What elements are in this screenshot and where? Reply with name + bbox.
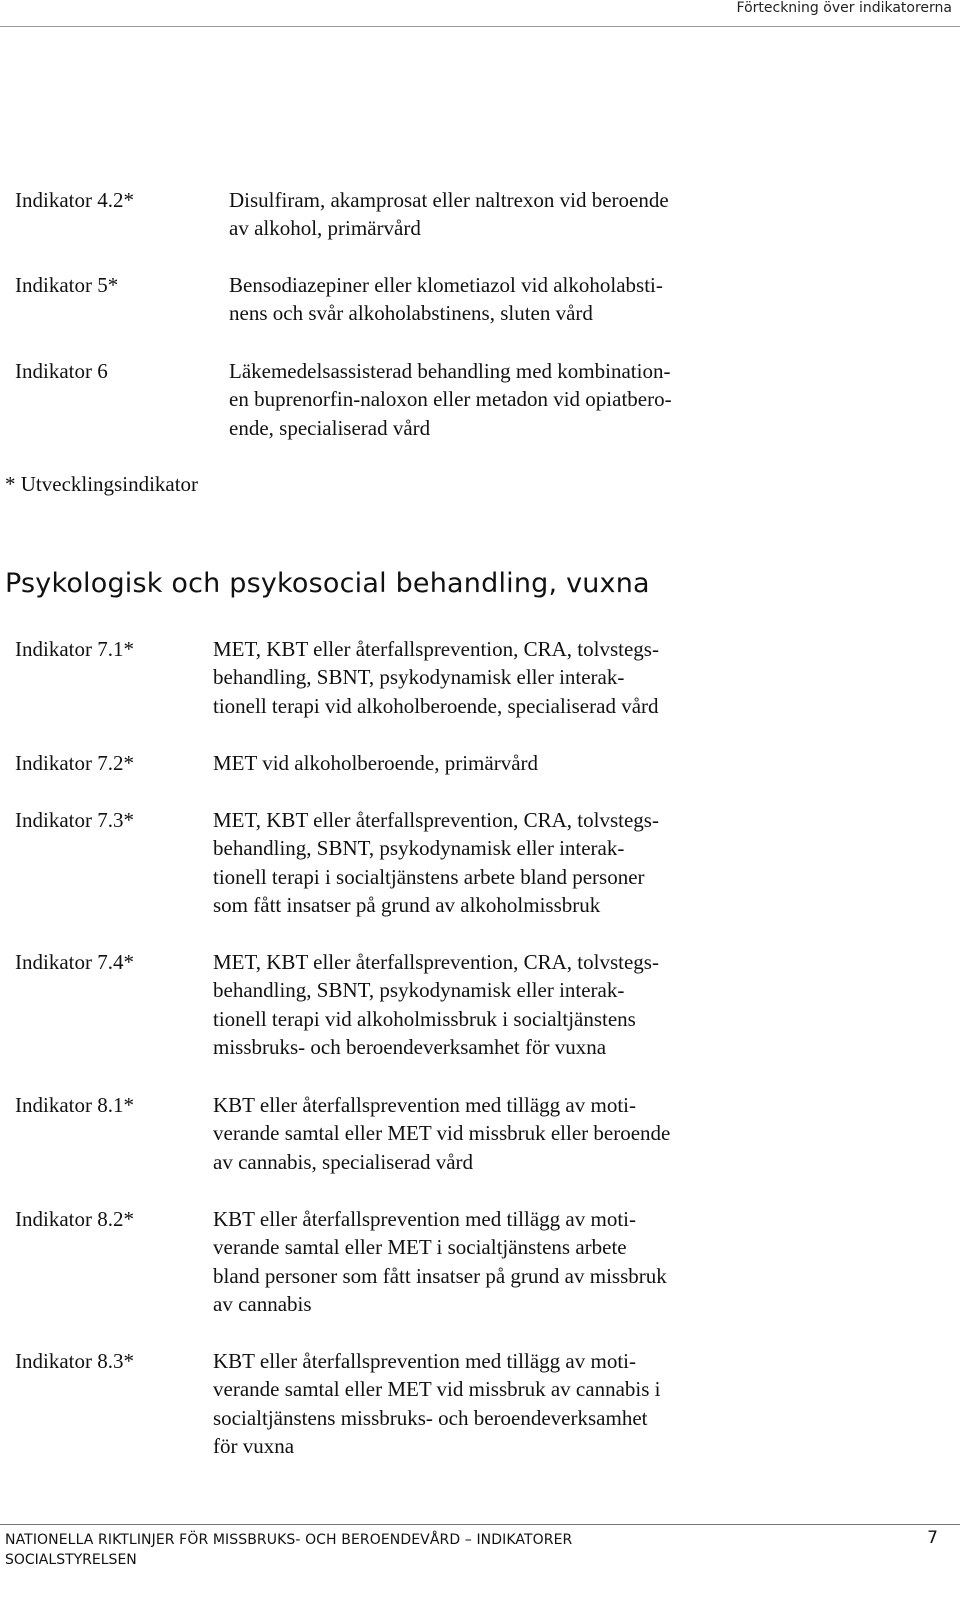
indicator-label: Indikator 8.1* [15, 1093, 134, 1117]
indicator-description: MET, KBT eller återfallsprevention, CRA, tolvstegs- behandling, SBNT, psykodynamisk eller interak- tionell terapi i socialtjänstens arbete bland personer som fått insatser på grund av alkoholmissbruk [213, 808, 659, 918]
page-number: 7 [927, 1528, 938, 1548]
indicator-label: Indikator 7.3* [15, 808, 134, 832]
running-header: Förteckning över indikatorerna [736, 0, 952, 16]
indicator-description: MET vid alkoholberoende, primärvård [213, 751, 539, 775]
indicator-description: MET, KBT eller återfallsprevention, CRA, tolvstegs- behandling, SBNT, psykodynamisk eller interak- tionell terapi vid alkoholberoende, specialiserad vård [213, 637, 659, 718]
section-heading: Psykologisk och psykosocial behandling, vuxna [5, 568, 650, 599]
indicator-label: Indikator 6 [15, 359, 108, 383]
indicator-label: Indikator 7.1* [15, 637, 134, 661]
footer-title: NATIONELLA RIKTLINJER FÖR MISSBRUKS- OCH BEROENDEVÅRD – INDIKATORER [5, 1532, 573, 1548]
indicator-label: Indikator 5* [15, 273, 119, 297]
indicator-label: Indikator 7.2* [15, 751, 134, 775]
indicator-description: KBT eller återfallsprevention med tillägg av moti- verande samtal eller MET vid missbruk eller beroende av cannabis, specialiserad vård [213, 1093, 671, 1174]
indicator-description: KBT eller återfallsprevention med tillägg av moti- verande samtal eller MET vid missbruk av cannabis i socialtjänstens missbruks- och beroendeverksamhet för vuxna [213, 1349, 661, 1459]
footnote: * Utvecklingsindikator [5, 472, 199, 496]
header-divider [0, 26, 960, 27]
indicator-label: Indikator 8.2* [15, 1207, 134, 1231]
indicator-label: Indikator 8.3* [15, 1349, 134, 1373]
footer-divider [0, 1524, 960, 1525]
indicator-description: MET, KBT eller återfallsprevention, CRA, tolvstegs- behandling, SBNT, psykodynamisk eller interak- tionell terapi vid alkoholmissbruk i socialtjänstens missbruks- och beroendeverksamhet för vuxna [213, 950, 659, 1060]
indicator-description: Läkemedelsassisterad behandling med kombination- en buprenorfin-naloxon eller metadon vid opiatbero- ende, specialiserad vård [229, 359, 672, 440]
footer-organization: SOCIALSTYRELSEN [5, 1552, 137, 1568]
indicator-description: Disulfiram, akamprosat eller naltrexon vid beroende av alkohol, primärvård [229, 188, 669, 241]
indicator-description: Bensodiazepiner eller klometiazol vid alkoholabsti- nens och svår alkoholabstinens, sluten vård [229, 273, 663, 326]
indicator-label: Indikator 4.2* [15, 188, 134, 212]
indicator-label: Indikator 7.4* [15, 950, 134, 974]
indicator-description: KBT eller återfallsprevention med tillägg av moti- verande samtal eller MET i socialtjänstens arbete bland personer som fått insatser på grund av missbruk av cannabis [213, 1207, 667, 1317]
